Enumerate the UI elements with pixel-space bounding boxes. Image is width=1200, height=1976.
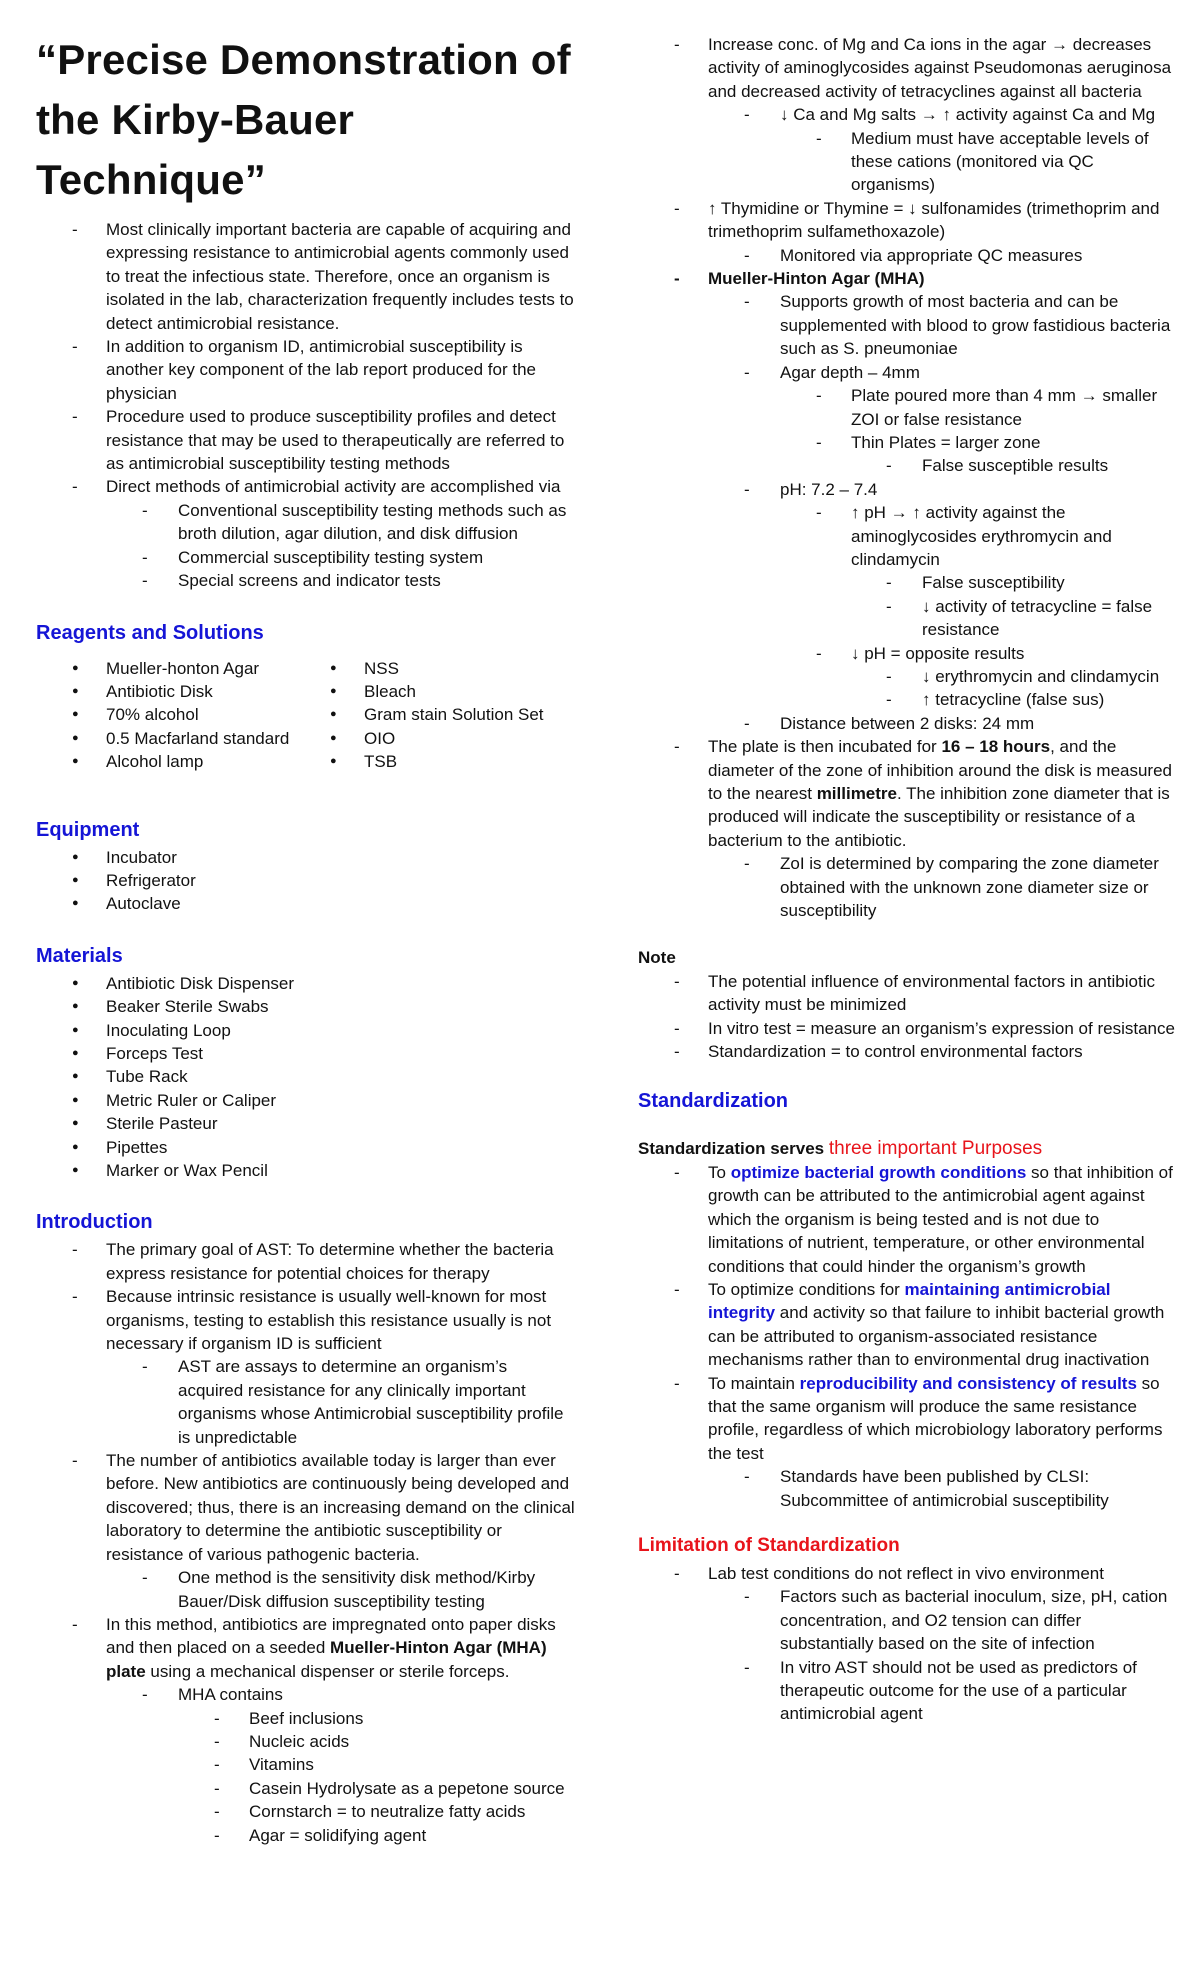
list-item: ● Incubator: [36, 846, 576, 869]
text-run: The plate is then incubated for: [708, 737, 942, 757]
list-item: - ↓ erythromycin and clindamycin: [638, 665, 1178, 688]
list-item: - Standards have been published by CLSI: Subcommittee of antimicrobial susceptibility: [638, 1465, 1178, 1512]
introduction-heading: Introduction: [36, 1211, 153, 1234]
list-item: [638, 1278, 1178, 1372]
list-item: - ↓ Ca and Mg salts → ↑ activity against Ca and Mg: [638, 103, 1178, 126]
list-item: - The primary goal of AST: To determine whether the bacteria express resistance for potential choices for therapy: [36, 1238, 576, 1285]
text-run: , and the diameter of the zone of inhibition around the disk is measured to the nearest: [708, 737, 1172, 803]
list-item: ● Refrigerator: [36, 869, 576, 892]
list-item: - pH: 7.2 – 7.4: [638, 478, 1178, 501]
right-column: [638, 33, 1178, 1726]
highlight-reproducibility: reproducibility and consistency of results: [799, 1373, 1137, 1393]
list-item: - Direct methods of antimicrobial activity are accomplished via: [36, 475, 576, 498]
list-item: - Beef inclusions: [36, 1707, 576, 1730]
list-item: ● NSS: [294, 657, 552, 680]
list-item: ● Sterile Pasteur: [36, 1112, 576, 1135]
list-item: [638, 735, 1178, 852]
text-run: To: [708, 1162, 731, 1182]
list-item: - Monitored via appropriate QC measures: [638, 244, 1178, 267]
highlight-antimicrobial-integrity: maintaining antimicrobial integrity: [708, 1279, 1111, 1323]
list-item: ● Antibiotic Disk: [36, 680, 294, 703]
highlight-growth-conditions: optimize bacterial growth conditions: [730, 1162, 1027, 1182]
text-run: so that the same organism will produce the same resistance profile, regardless of which microbiology laboratory performs the test: [708, 1373, 1163, 1463]
list-item: [36, 1613, 576, 1683]
list-item: ● Metric Ruler or Caliper: [36, 1089, 576, 1112]
list-item: - The potential influence of environmental factors in antibiotic activity must be minimized: [638, 970, 1178, 1017]
list-item: ● TSB: [294, 750, 552, 773]
list-item: - ↑ pH → ↑ activity against the aminoglycosides erythromycin and clindamycin: [638, 501, 1178, 571]
text-run: using a mechanical dispenser or sterile forceps.: [145, 1661, 510, 1681]
page-title: “Precise Demonstration of the Kirby-Bauer Technique”: [36, 36, 571, 203]
list-item: - Special screens and indicator tests: [36, 569, 576, 592]
list-item: - In vitro AST should not be used as predictors of therapeutic outcome for the use of a particular antimicrobial agent: [638, 1656, 1178, 1726]
list-item: - False susceptibility: [638, 571, 1178, 594]
text-run: . The inhibition zone diameter that is produced will indicate the susceptibility or resistance of a bacterium to the antibiotic.: [708, 784, 1170, 850]
list-item: - ↓ activity of tetracycline = false resistance: [638, 595, 1178, 642]
text-run: Standardization serves: [638, 1139, 829, 1159]
list-item: [638, 1372, 1178, 1466]
list-item: - Because intrinsic resistance is usually well-known for most organisms, testing to establish this resistance usually is not necessary if organism ID is sufficient: [36, 1285, 576, 1355]
list-item: - The number of antibiotics available today is larger than ever before. New antibiotics are continuously being developed and discovered; thus, there is an increasing demand on the clinical laboratory to determine the antibiotic susceptibility or resistance of various pathogenic bacteria.: [36, 1449, 576, 1566]
list-item: ● Pipettes: [36, 1136, 576, 1159]
list-item: ● Forceps Test: [36, 1042, 576, 1065]
list-item: - One method is the sensitivity disk method/Kirby Bauer/Disk diffusion susceptibility testing: [36, 1566, 576, 1613]
list-item: ● Autoclave: [36, 892, 576, 915]
list-item: - In addition to organism ID, antimicrobial susceptibility is another key component of the lab report produced for the physician: [36, 335, 576, 405]
intro-bullet-list: [36, 218, 576, 593]
list-item: ● 70% alcohol: [36, 703, 294, 726]
reagents-heading: Reagents and Solutions: [36, 621, 264, 644]
equipment-heading: Equipment: [36, 818, 140, 841]
list-item: ● Antibiotic Disk Dispenser: [36, 972, 576, 995]
list-item: ● OIO: [294, 727, 552, 750]
list-item: - Increase conc. of Mg and Ca ions in the agar → decreases activity of aminoglycosides against Pseudomonas aeruginosa and decreased activity of tetracyclines against all bacteria: [638, 33, 1178, 103]
mha-conditions-list: [638, 33, 1178, 922]
list-item: - In vitro test = measure an organism’s expression of resistance: [638, 1017, 1178, 1040]
list-item: - AST are assays to determine an organism’s acquired resistance for any clinically important organisms whose Antimicrobial susceptibility profile is unpredictable: [36, 1355, 576, 1449]
materials-list: [36, 972, 576, 1183]
list-item: - Factors such as bacterial inoculum, size, pH, cation concentration, and O2 tension can differ substantially based on the site of infection: [638, 1585, 1178, 1655]
text-run: To maintain: [708, 1373, 800, 1393]
incubation-hours: 16 – 18 hours: [941, 737, 1051, 757]
list-item: - Distance between 2 disks: 24 mm: [638, 712, 1178, 735]
list-item: - Standardization = to control environmental factors: [638, 1040, 1178, 1063]
list-item: - False susceptible results: [638, 454, 1178, 477]
list-item: - ↑ Thymidine or Thymine = ↓ sulfonamides (trimethoprim and trimethoprim sulfamethoxazole): [638, 197, 1178, 244]
list-item: - ↑ tetracycline (false sus): [638, 688, 1178, 711]
introduction-list: [36, 1238, 576, 1847]
mha-title: - Mueller-Hinton Agar (MHA): [638, 267, 1178, 290]
list-item: - Lab test conditions do not reflect in vivo environment: [638, 1562, 1178, 1585]
list-item: ● Gram stain Solution Set: [294, 703, 552, 726]
list-item: ● 0.5 Macfarland standard: [36, 727, 294, 750]
note-list: [638, 970, 1178, 1064]
list-item: - Commercial susceptibility testing system: [36, 546, 576, 569]
list-item: - ↓ pH = opposite results: [638, 642, 1178, 665]
list-item: - Medium must have acceptable levels of these cations (monitored via QC organisms): [638, 127, 1178, 197]
list-item: - Agar = solidifying agent: [36, 1824, 576, 1847]
mha-plate-bold: Mueller-Hinton Agar (MHA) plate: [106, 1638, 547, 1681]
list-item: [638, 1161, 1178, 1278]
list-item: - MHA contains: [36, 1683, 576, 1706]
list-item: - Cornstarch = to neutralize fatty acids: [36, 1800, 576, 1823]
text-run: and activity so that failure to inhibit bacterial growth can be attributed to organism-associated resistance mechanisms rather than to environmental drug inactivation: [708, 1303, 1165, 1370]
materials-heading: Materials: [36, 944, 123, 967]
limitation-heading: Limitation of Standardization: [638, 1534, 900, 1556]
reagents-list: [36, 657, 576, 774]
reagents-col-1: [36, 657, 294, 774]
list-item: - Agar depth – 4mm: [638, 361, 1178, 384]
limitation-list: [638, 1562, 1178, 1726]
left-column: [36, 0, 576, 1847]
list-item: - Vitamins: [36, 1753, 576, 1776]
standardization-list: [638, 1161, 1178, 1512]
standardization-purposes-intro: [638, 1137, 1178, 1160]
list-item: ● Bleach: [294, 680, 552, 703]
list-item: ● Marker or Wax Pencil: [36, 1159, 576, 1182]
standardization-heading: Standardization: [638, 1090, 789, 1113]
list-item: ● Inoculating Loop: [36, 1019, 576, 1042]
list-item: ● Beaker Sterile Swabs: [36, 995, 576, 1018]
text-run: To optimize conditions for: [708, 1279, 905, 1299]
reagents-col-2: [294, 657, 552, 774]
text-run: so that inhibition of growth can be attributed to the antimicrobial agent against which the organism is being tested and is not due to limitations of nutrient, temperature, or other environmental conditions that could hinder the organism’s growth: [708, 1162, 1173, 1276]
text-run: In this method, antibiotics are impregnated onto paper disks and then placed on a seeded: [106, 1614, 556, 1658]
equipment-list: [36, 846, 576, 916]
list-item: - Supports growth of most bacteria and can be supplemented with blood to grow fastidious bacteria such as S. pneumoniae: [638, 290, 1178, 360]
list-item: - Plate poured more than 4 mm → smaller ZOI or false resistance: [638, 384, 1178, 431]
note-heading: Note: [638, 948, 676, 968]
list-item: - Conventional susceptibility testing methods such as broth dilution, agar dilution, and disk diffusion: [36, 499, 576, 546]
list-item: - ZoI is determined by comparing the zone diameter obtained with the unknown zone diameter size or susceptibility: [638, 852, 1178, 922]
unit-millimetre: millimetre: [816, 784, 897, 803]
three-purposes-highlight: three important Purposes: [828, 1138, 1043, 1160]
list-item: ● Mueller-honton Agar: [36, 657, 294, 680]
list-item: - Casein Hydrolysate as a pepetone source: [36, 1777, 576, 1800]
list-item: ● Tube Rack: [36, 1065, 576, 1088]
list-item: - Thin Plates = larger zone: [638, 431, 1178, 454]
list-item: - Nucleic acids: [36, 1730, 576, 1753]
list-item: - Procedure used to produce susceptibility profiles and detect resistance that may be used to therapeutically are referred to as antimicrobial susceptibility testing methods: [36, 405, 576, 475]
list-item: - Most clinically important bacteria are capable of acquiring and expressing resistance to antimicrobial agents commonly used to treat the infectious state. Therefore, once an organism is isolated in the lab, characterization frequently includes tests to detect antimicrobial resistance.: [36, 218, 576, 335]
list-item: ● Alcohol lamp: [36, 750, 294, 773]
